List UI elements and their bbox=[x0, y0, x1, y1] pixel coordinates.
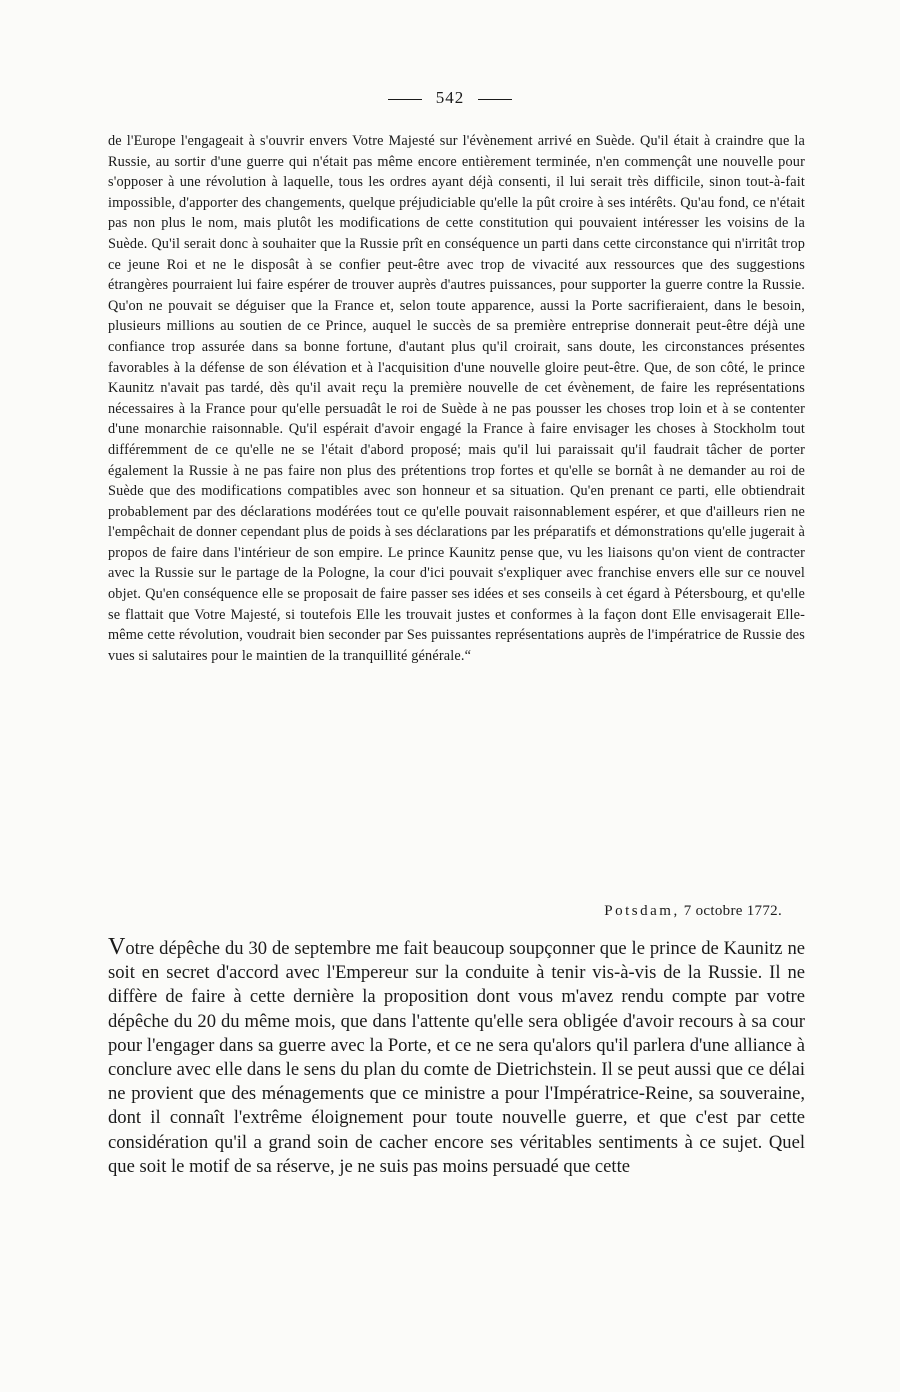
rule-right bbox=[478, 99, 512, 100]
quoted-report-paragraph: de l'Europe l'engageait à s'ouvrir envers Votre Majesté sur l'évènement arrivé en Suède. Qu'il était à craindre que la Russie, au sortir d'une guerre qui n'était pas même encore entièrement terminée, n'en commençât une nouvelle pour s'opposer à une révolution à laquelle, tous les ordres ayant déjà consenti, il lui serait très difficile, sinon tout-à-fait impossible, d'apporter des changements, quelque préjudiciable qu'elle la pût croire à ses intérêts. Qu'au fond, ce n'était pas non plus le nom, mais plutôt les modifications de cette constitution qui pouvaient intéresser les voisins de la Suède. Qu'il serait donc à souhaiter que la Russie prît en conséquence un parti dans cette circonstance qui n'irritât trop ce jeune Roi et ne le disposât à se confier peut-être avec trop de vivacité aux ressources que des suggestions étrangères pourraient lui faire espérer de trouver auprès d'autres puissances, pour supporter la guerre contre la Russie. Qu'on ne pouvait se déguiser que la France et, selon toute apparence, aussi la Porte sacrifieraient, dans le besoin, plusieurs millions au soutien de ce Prince, auquel le succès de sa première entreprise donnerait peut-être déjà une confiance trop assurée dans sa bonne fortune, d'autant plus qu'il croirait, sans doute, les circonstances présentes favorables à la défense de son élévation et à l'acquisition d'une nouvelle gloire peut-être. Que, de son côté, le prince Kaunitz n'avait pas tardé, dès qu'il avait reçu la première nouvelle de cet évènement, de faire les représentations nécessaires à la France pour qu'elle persuadât le roi de Suède à ne pas pousser les choses trop loin et à se contenter d'une monarchie raisonnable. Qu'il espérait d'avoir engagé la France à faire envisager les choses à Stockholm tout différemment de ce qu'elle ne se l'était d'abord proposé; mais qu'il lui paraissait qu'il faudrait tâcher de porter également la Russie à ne pas faire non plus des prétentions trop fortes et qu'elle se bornât à ne demander au roi de Suède que des modifications compatibles avec son honneur et sa situation. Qu'en prenant ce parti, elle obtiendrait probablement par des déclarations modérées tout ce qu'elle pouvait raisonnablement espérer, et que d'ailleurs rien ne l'empêchait de donner cependant plus de poids à ses déclarations par les préparatifs et démonstrations qu'elle jugerait à propos de faire dans l'intérieur de son empire. Le prince Kaunitz pense que, vu les liaisons qu'on vient de contracter avec la Russie sur le partage de la Pologne, la cour d'ici pouvait s'expliquer avec franchise envers elle sur ce nouvel objet. Qu'en conséquence elle se proposait de faire passer ses idées et ses conseils à cet égard à Pétersbourg, et qu'elle se flattait que Votre Majesté, si toutefois Elle les trouvait justes et conformes à la façon dont Elle envisagerait Elle-même cette révolution, voudrait bien seconder par Ses puissantes représentations auprès de l'impératrice de Russie des vues si salutaires pour le maintien de la tranquillité générale.“ bbox=[108, 133, 805, 664]
page-number-text: 542 bbox=[435, 88, 465, 107]
page-number bbox=[0, 88, 900, 108]
rule-left bbox=[388, 99, 422, 100]
letter-body bbox=[108, 935, 805, 1179]
letter-initial: V bbox=[108, 934, 126, 960]
dateline-place: Potsdam, bbox=[604, 903, 680, 919]
letter-text: otre dépêche du 30 de septembre me fait beaucoup soupçonner que le prince de Kaunitz ne soit en secret d'accord avec l'Empereur sur la conduite à tenir vis-à-vis de la Russie. Il ne diffère de faire à cette dernière la proposition dont vous m'avez rendu compte par votre dépêche du 20 du même mois, que dans l'attente qu'elle sera obligée d'avoir recours à sa cour pour l'engager dans sa guerre avec la Porte, et ce ne sera qu'alors qu'il parlera d'une alliance à conclure avec elle dans le sens du plan du comte de Dietrichstein. Il se peut aussi que ce délai ne provient que des ménagements que ce ministre a pour l'Impératrice-Reine, sa souveraine, dont il connaît l'extrême éloignement pour toute nouvelle guerre, et que c'est par cette considération qu'il a grand soin de cacher encore ses véritables sentiments à ce sujet. Quel que soit le motif de sa réserve, je ne suis pas moins persuadé que cette bbox=[108, 938, 805, 1177]
quoted-report bbox=[108, 131, 805, 666]
letter-paragraph bbox=[108, 935, 805, 1179]
dateline-date: 7 octobre 1772. bbox=[683, 903, 782, 919]
dateline bbox=[0, 903, 782, 920]
